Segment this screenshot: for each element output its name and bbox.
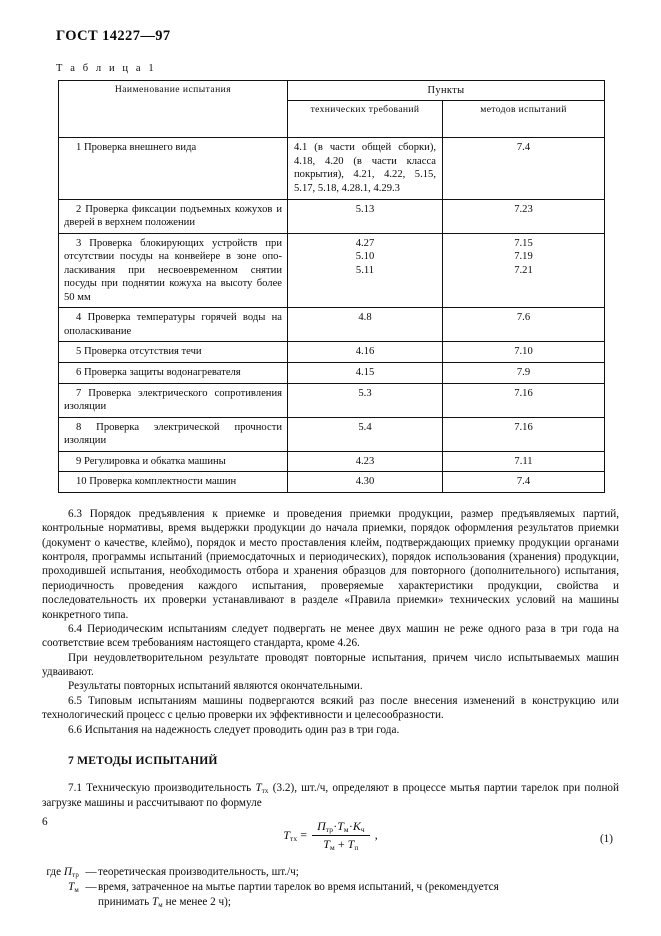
cell-test-name: 7 Проверка электрического сопротивления изоляции xyxy=(59,383,288,417)
table-row xyxy=(59,383,605,417)
column-header-methods: методов испытаний xyxy=(443,101,605,138)
tests-table-wrapper xyxy=(58,80,604,493)
cell-methods: 7.16 xyxy=(443,417,605,451)
paragraph-6-4: 6.4 Периодическим испытаниям следует подвергать не менее двух машин не реже одного раза в три года на соответствие всем требованиям настоящего стандарта, кроме 4.26. xyxy=(42,622,619,650)
cell-requirements: 4.15 xyxy=(288,362,443,383)
cell-requirements: 4.30 xyxy=(288,472,443,493)
formula-1 xyxy=(42,819,619,861)
cell-requirements: 4.23 xyxy=(288,451,443,472)
where-label: где xyxy=(46,866,62,879)
cell-methods: 7.4 xyxy=(443,138,605,199)
body-text xyxy=(42,507,619,737)
requirement-item: 5.10 xyxy=(355,251,375,263)
cell-test-name: 10 Проверка комплектности машин xyxy=(59,472,288,493)
table-body xyxy=(59,138,605,492)
where-definition: теоретическая производительность, шт./ч; xyxy=(98,866,299,879)
formula-trailing-comma: , xyxy=(374,827,378,842)
requirement-item: 5.11 xyxy=(355,265,375,277)
paragraph-7-1-after: (3.2), шт./ч, определяют в процессе мытья партии тарелок при полной загрузке машины и рассчитывают по формуле xyxy=(42,782,620,809)
paragraph-6-4-repeat: При неудовлетворительном результате проводят повторные испытания, причем число испытываемых машин удваивают. xyxy=(42,651,619,679)
formula-fraction xyxy=(312,819,370,852)
cell-requirements: 5.4 xyxy=(288,417,443,451)
cell-test-name: 4 Проверка температуры горячей воды на ополаскивание xyxy=(59,308,288,342)
paragraph-6-5: 6.5 Типовым испытаниям машины подвергаются всякий раз после внесения изменений в конструкцию или технологический процесс с целью проверки их эффективности и целесообразности. xyxy=(42,694,619,722)
cell-methods: 7.16 xyxy=(443,383,605,417)
cell-requirements: 4.16 xyxy=(288,342,443,363)
formula-number: (1) xyxy=(599,833,613,846)
cell-test-name: 5 Проверка отсутствия течи xyxy=(59,342,288,363)
cell-test-name: 1 Проверка внешнего вида xyxy=(59,138,288,199)
cell-methods: 7.9 xyxy=(443,362,605,383)
section-7-text xyxy=(42,781,619,810)
table-row xyxy=(59,308,605,342)
table-caption: Т а б л и ц а 1 xyxy=(56,63,157,74)
paragraph-7-1 xyxy=(42,781,619,810)
table-row xyxy=(59,451,605,472)
cell-test-name: 8 Проверка электрической прочности изоляции xyxy=(59,417,288,451)
table-row xyxy=(59,342,605,363)
column-header-name: Наименование испытания xyxy=(59,81,288,138)
cell-methods: 7.4 xyxy=(443,472,605,493)
table-head xyxy=(59,81,605,138)
table-row xyxy=(59,199,605,233)
where-continuation xyxy=(98,895,619,910)
formula-expression xyxy=(42,819,619,852)
cell-requirements xyxy=(288,233,443,308)
cell-test-name: 3 Проверка блокирующих устройств при отсутствии посуды на конвейере в зоне ополаскивания при несвоевременном снятии посуды при поднятии кожуха на высоту более 50 мм xyxy=(59,233,288,308)
method-item: 7.15 xyxy=(514,237,533,249)
where-symbol: где $П_{тр}$ xyxy=(46,866,79,880)
cell-methods: 7.10 xyxy=(443,342,605,363)
where-dash: — xyxy=(85,866,97,879)
where-cont-symbol: $T_м$ xyxy=(152,895,163,909)
method-item: 7.19 xyxy=(514,251,533,263)
standard-number: ГОСТ 14227—97 xyxy=(56,28,171,44)
where-row-first xyxy=(42,865,619,880)
where-cont-after: не менее 2 ч); xyxy=(162,895,232,908)
page-number: 6 xyxy=(42,816,48,828)
column-header-requirements: технических требований xyxy=(288,101,443,138)
section-heading-7: 7 МЕТОДЫ ИСПЫТАНИЙ xyxy=(68,754,218,768)
paragraph-6-3: 6.3 Порядок предъявления к приемке и проведения приемки продукции, размер предъявляемых партий, контрольные нормативы, время выдержки продукции до начала приемки, порядок оформления результатов приемки (документ о качестве, клеймо), порядок и место проставления клейм, подтверждающих приемку продукции органами контроля, программы испытаний (приемосдаточных и периодических), порядок использования (хранения) продукции, проходившей испытания, необходимость отбора и хранения образцов для повторного (дополнительного) испытания, периодичность проведения каждого испытания, проверяемые характеристики продукции, свойства и последовательность их проверки устанавливают в разделе «Правила приемки» технических условий на машины конкретного типа. xyxy=(42,507,619,621)
paragraph-6-6: 6.6 Испытания на надежность следует проводить один раз в три года. xyxy=(68,723,400,736)
cell-methods: 7.6 xyxy=(443,308,605,342)
table-row xyxy=(59,138,605,199)
method-item: 7.21 xyxy=(514,265,533,277)
table-row xyxy=(59,417,605,451)
where-definition: время, затраченное на мытье партии тарелок во время испытаний, ч (рекомендуется xyxy=(98,881,499,894)
cell-requirements: 5.13 xyxy=(288,199,443,233)
cell-requirements: 5.3 xyxy=(288,383,443,417)
where-dash: — xyxy=(85,881,97,894)
formula-equals: = xyxy=(300,827,308,842)
paragraph-6-4-final: Результаты повторных испытаний являются окончательными. xyxy=(68,680,363,693)
formula-numerator: $П_{тр}\cdot T_м\cdot K_ч$ xyxy=(312,819,370,836)
cell-test-name: 6 Проверка защиты водонагревателя xyxy=(59,362,288,383)
table-row xyxy=(59,472,605,493)
cell-methods xyxy=(443,233,605,308)
cell-requirements: 4.1 (в части общей сборки), 4.18, 4.20 (в части класса покрытия), 4.21, 4.22, 5.15, 5.17, 5.18, 4.28.1, 4.29.3 xyxy=(288,138,443,199)
symbol-t-tx: $T_{тх}$ xyxy=(255,782,269,795)
table-row xyxy=(59,233,605,308)
table-row xyxy=(59,362,605,383)
where-block xyxy=(42,865,619,910)
cell-requirements: 4.8 xyxy=(288,308,443,342)
paragraph-7-1-before: 7.1 Техническую производительность xyxy=(68,782,256,795)
tests-table xyxy=(58,80,605,493)
cell-test-name: 9 Регулировка и обкатка машины xyxy=(59,451,288,472)
table-header-row-1 xyxy=(59,81,605,101)
requirement-item: 4.27 xyxy=(355,237,375,249)
cell-test-name: 2 Проверка фиксации подъемных кожухов и дверей в верхнем положении xyxy=(59,199,288,233)
cell-methods: 7.11 xyxy=(443,451,605,472)
where-cont-before: принимать xyxy=(98,895,153,908)
where-symbol: $T_м$ xyxy=(68,881,79,895)
where-row-second xyxy=(42,880,619,895)
formula-lhs: $T_{тх}$ xyxy=(283,827,298,843)
column-header-punkty: Пункты xyxy=(288,81,605,101)
cell-methods: 7.23 xyxy=(443,199,605,233)
formula-denominator: $T_м + T_п$ xyxy=(323,837,359,853)
